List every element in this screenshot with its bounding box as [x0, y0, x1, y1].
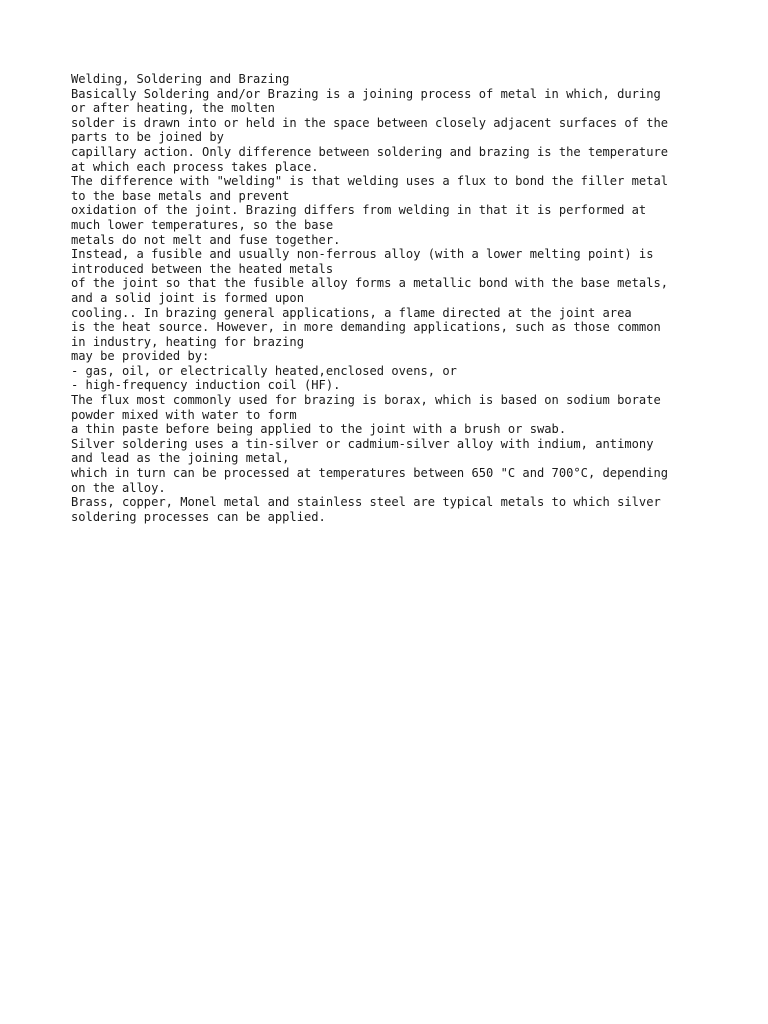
text-line: capillary action. Only difference between soldering and brazing is the temperature — [71, 144, 669, 159]
text-line: on the alloy. — [71, 480, 166, 495]
document-title: Welding, Soldering and Brazing — [71, 72, 290, 86]
text-line: is the heat source. However, in more demanding applications, such as those common — [71, 320, 661, 335]
text-line: or after heating, the molten — [71, 101, 275, 116]
text-line: powder mixed with water to form — [71, 407, 297, 422]
text-line: and a solid joint is formed upon — [71, 290, 304, 305]
text-line: of the joint so that the fusible alloy forms a metallic bond with the base metals, — [71, 276, 669, 291]
text-line: Silver soldering uses a tin-silver or cadmium-silver alloy with indium, antimony — [71, 436, 654, 451]
text-line: The difference with "welding" is that welding uses a flux to bond the filler metal — [71, 174, 669, 189]
text-line: parts to be joined by — [71, 130, 224, 145]
text-line: Basically Soldering and/or Brazing is a joining process of metal in which, during — [71, 86, 661, 101]
text-line: to the base metals and prevent — [71, 188, 290, 203]
text-line: metals do not melt and fuse together. — [71, 232, 341, 247]
text-line: oxidation of the joint. Brazing differs from welding in that it is performed at — [71, 203, 647, 218]
list-item: - gas, oil, or electrically heated,enclosed ovens, or — [71, 363, 457, 378]
text-line: introduced between the heated metals — [71, 261, 334, 276]
text-line: The flux most commonly used for brazing is borax, which is based on sodium borate — [71, 393, 661, 408]
list-item: - high-frequency induction coil (HF). — [71, 378, 341, 393]
text-line: solder is drawn into or held in the space between closely adjacent surfaces of the — [71, 115, 669, 130]
text-line: and lead as the joining metal, — [71, 451, 290, 466]
text-line: Brass, copper, Monel metal and stainless steel are typical metals to which silver — [71, 495, 661, 510]
text-line: a thin paste before being applied to the joint with a brush or swab. — [71, 422, 567, 437]
text-line: which in turn can be processed at temperatures between 650 "C and 700°C, depending — [71, 466, 669, 481]
document-body — [71, 72, 711, 524]
text-line: may be provided by: — [71, 349, 210, 364]
text-line: in industry, heating for brazing — [71, 334, 304, 349]
text-line: Instead, a fusible and usually non-ferrous alloy (with a lower melting point) is — [71, 247, 654, 262]
text-line: much lower temperatures, so the base — [71, 217, 334, 232]
text-line: at which each process takes place. — [71, 159, 319, 174]
text-line: cooling.. In brazing general applications, a flame directed at the joint area — [71, 305, 632, 320]
text-line: soldering processes can be applied. — [71, 509, 326, 524]
